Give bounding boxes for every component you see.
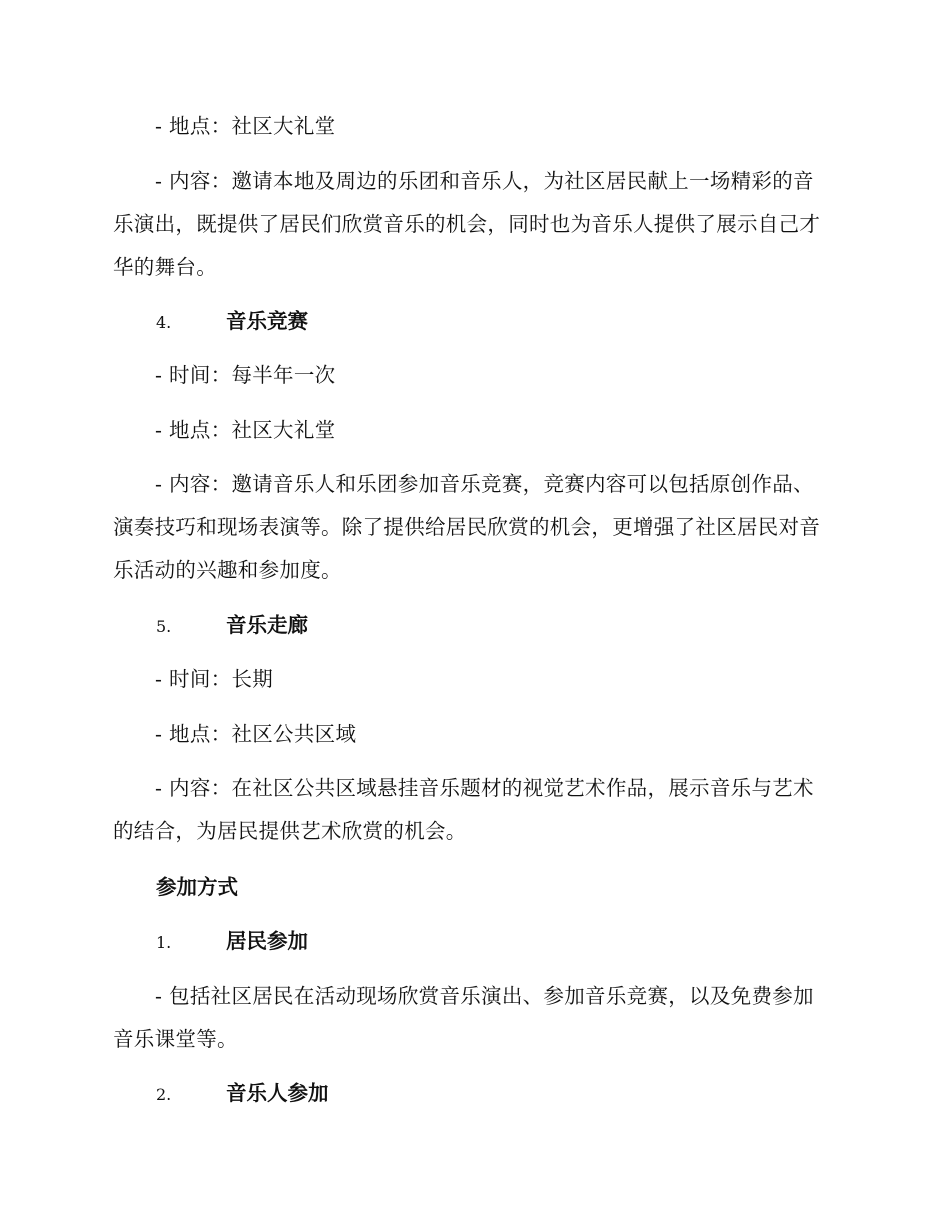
list-title: 音乐人参加: [226, 1081, 329, 1105]
paragraph-content-5: - 内容：在社区公共区域悬挂音乐题材的视觉艺术作品，展示音乐与艺术的结合，为居民提供艺术欣赏的机会。: [113, 776, 814, 843]
paragraph-participation-1: - 包括社区居民在活动现场欣赏音乐演出、参加音乐竞赛，以及免费参加音乐课堂等。: [113, 984, 814, 1051]
list-item-4: [156, 306, 308, 338]
paragraph-time-4: - 时间：每半年一次: [155, 363, 336, 387]
section-heading: 参加方式: [156, 875, 238, 899]
list-number: 5.: [156, 617, 172, 636]
paragraph-time-5: - 时间：长期: [155, 667, 274, 691]
paragraph-location-1: - 地点：社区大礼堂: [155, 114, 336, 138]
list-item-5: [156, 610, 308, 642]
paragraph-content-1: - 内容：邀请本地及周边的乐团和音乐人，为社区居民献上一场精彩的音乐演出，既提供了居民们欣赏音乐的机会，同时也为音乐人提供了展示自己才华的舞台。: [113, 169, 821, 279]
list-title: 音乐走廊: [226, 613, 308, 637]
list-number: 1.: [156, 933, 172, 952]
list-item-participation-2: [156, 1078, 329, 1110]
list-title: 音乐竞赛: [226, 309, 308, 333]
list-number: 4.: [156, 313, 172, 332]
paragraph-location-4: - 地点：社区大礼堂: [155, 418, 336, 442]
paragraph-location-5: - 地点：社区公共区域: [155, 722, 357, 746]
list-number: 2.: [156, 1085, 172, 1104]
paragraph-content-4: - 内容：邀请音乐人和乐团参加音乐竞赛，竞赛内容可以包括原创作品、演奏技巧和现场表演等。除了提供给居民欣赏的机会，更增强了社区居民对音乐活动的兴趣和参加度。: [113, 472, 821, 582]
list-item-participation-1: [156, 926, 308, 958]
list-title: 居民参加: [226, 929, 308, 953]
